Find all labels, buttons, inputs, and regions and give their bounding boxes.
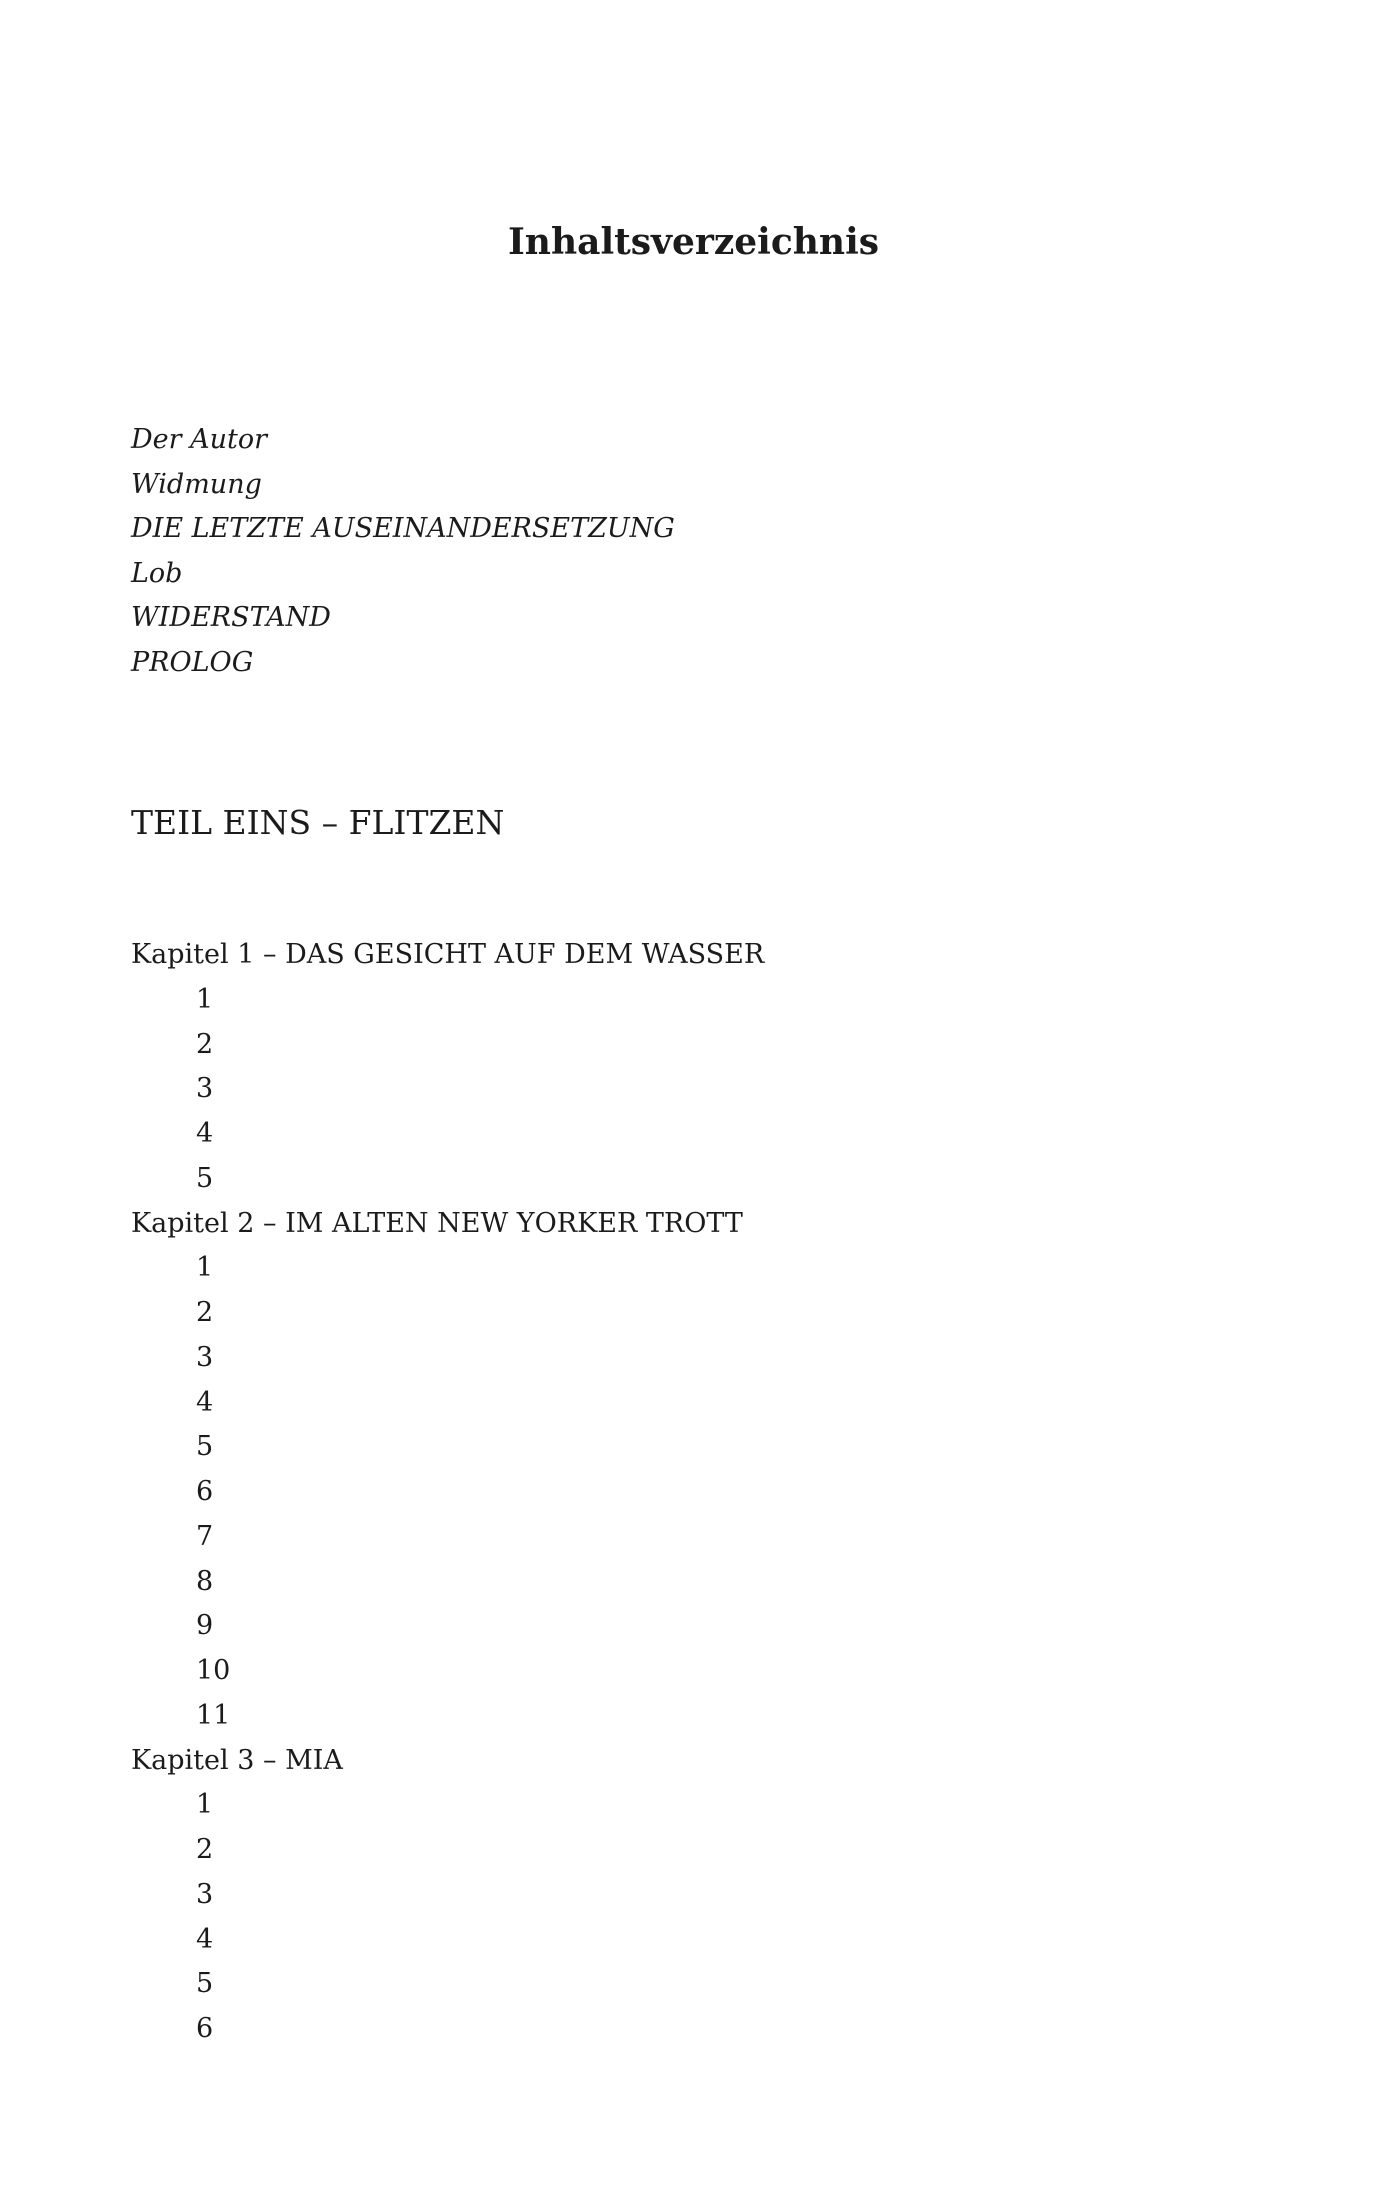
- toc-link-section[interactable]: 1: [196, 1252, 214, 1284]
- chapter-list: [131, 933, 764, 2052]
- toc-link-section[interactable]: 2: [196, 1297, 214, 1328]
- toc-title: Inhaltsverzeichnis: [507, 221, 880, 263]
- toc-link-section[interactable]: 1: [196, 1789, 214, 1821]
- toc-link-section[interactable]: 8: [196, 1565, 214, 1597]
- toc-link-chapter-1[interactable]: Kapitel 1 – DAS GESICHT AUF DEM WASSER: [131, 939, 765, 970]
- toc-link-section[interactable]: 2: [196, 1834, 214, 1865]
- toc-link-section[interactable]: 10: [196, 1655, 231, 1686]
- chapter-entry: [131, 1202, 764, 1739]
- toc-link-section[interactable]: 9: [196, 1610, 214, 1642]
- chapter-3-sections: [131, 1783, 764, 2052]
- chapter-1-sections: [131, 978, 764, 1202]
- chapter-entry: [131, 1739, 764, 2052]
- toc-link-chapter-2[interactable]: Kapitel 2 – IM ALTEN NEW YORKER TROTT: [131, 1207, 743, 1239]
- chapter-entry: [131, 933, 764, 1202]
- toc-link-part-one[interactable]: TEIL EINS – FLITZEN: [131, 803, 505, 842]
- toc-link-section[interactable]: 11: [196, 1699, 231, 1731]
- toc-link-section[interactable]: 4: [196, 1923, 214, 1955]
- toc-link-section[interactable]: 3: [196, 1878, 214, 1910]
- chapter-2-sections: [131, 1246, 764, 1738]
- toc-link-chapter-3[interactable]: Kapitel 3 – MIA: [131, 1744, 343, 1776]
- toc-link-section[interactable]: 1: [196, 983, 214, 1015]
- toc-link-section[interactable]: 5: [196, 1968, 214, 2000]
- front-matter-list: [131, 418, 675, 686]
- toc-link-section[interactable]: 5: [196, 1162, 214, 1194]
- toc-link-section[interactable]: 5: [196, 1431, 214, 1463]
- toc-link-section[interactable]: 2: [196, 1028, 214, 1060]
- toc-link-widmung[interactable]: Widmung: [131, 468, 262, 500]
- toc-link-der-autor[interactable]: Der Autor: [131, 424, 268, 455]
- toc-link-lob[interactable]: Lob: [131, 557, 183, 589]
- toc-link-section[interactable]: 4: [196, 1386, 214, 1418]
- toc-link-section[interactable]: 3: [196, 1073, 214, 1105]
- toc-link-section[interactable]: 6: [196, 1476, 214, 1507]
- toc-link-prolog[interactable]: PROLOG: [131, 646, 254, 678]
- toc-link-widerstand[interactable]: WIDERSTAND: [131, 602, 331, 634]
- toc-link-die-letzte-auseinandersetzung[interactable]: DIE LETZTE AUSEINANDERSETZUNG: [131, 513, 675, 545]
- toc-link-section[interactable]: 6: [196, 2013, 214, 2044]
- toc-link-section[interactable]: 3: [196, 1341, 214, 1373]
- toc-link-section[interactable]: 7: [196, 1520, 214, 1552]
- toc-link-section[interactable]: 4: [196, 1118, 214, 1149]
